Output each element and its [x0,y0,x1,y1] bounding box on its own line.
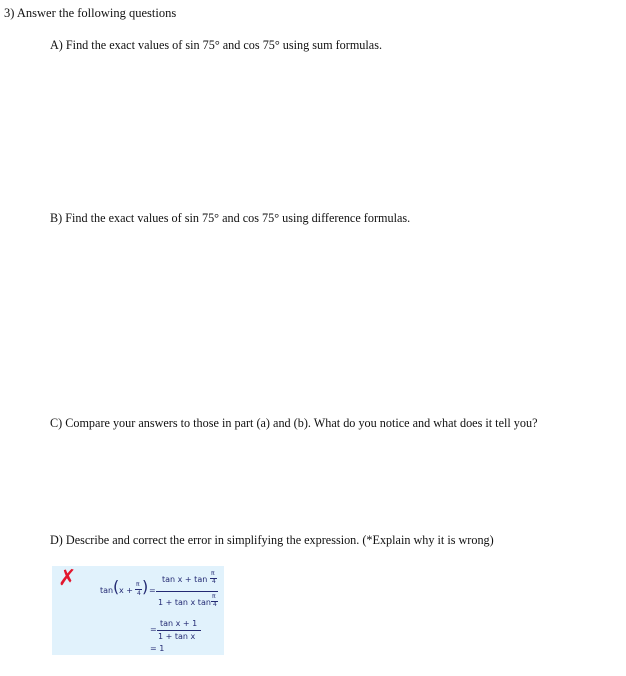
step3-result: = 1 [150,644,165,653]
step2-fraction-line [157,630,201,631]
part-a-prompt: A) Find the exact values of sin 75° and cos 75° using sum formulas. [50,38,382,52]
step1-numerator: tan x + tan [162,575,208,584]
lhs-arg: x + [119,586,133,595]
lhs-pi: π [136,581,140,588]
part-d-prompt: D) Describe and correct the error in simplifying the expression. (*Explain why it is wrong) [50,533,494,547]
step1-num-four: 4 [212,578,216,585]
error-x-icon: ✗ [58,566,77,591]
step2-numerator: tan x + 1 [160,619,198,628]
lhs-four: 4 [137,590,141,597]
part-c-prompt: C) Compare your answers to those in part (a) and (b). What do you notice and what does it tell you? [50,416,538,430]
step1-num-pi: π [211,570,215,577]
lhs-open-paren: ( [113,577,120,596]
step1-den-pi: π [212,593,216,600]
lhs-equals: = [149,586,156,595]
error-example-box [52,566,224,655]
lhs-close-paren: ) [142,577,149,596]
step1-fraction-line [156,591,218,592]
step1-den-four: 4 [213,601,217,608]
step2-denominator: 1 + tan x [158,632,196,641]
step2-equals: = [150,625,157,634]
question-title: 3) Answer the following questions [4,6,177,20]
part-b-prompt: B) Find the exact values of sin 75° and cos 75° using difference formulas. [50,211,411,225]
step1-denominator: 1 + tan x tan [158,598,211,607]
lhs-tan: tan [100,586,114,595]
